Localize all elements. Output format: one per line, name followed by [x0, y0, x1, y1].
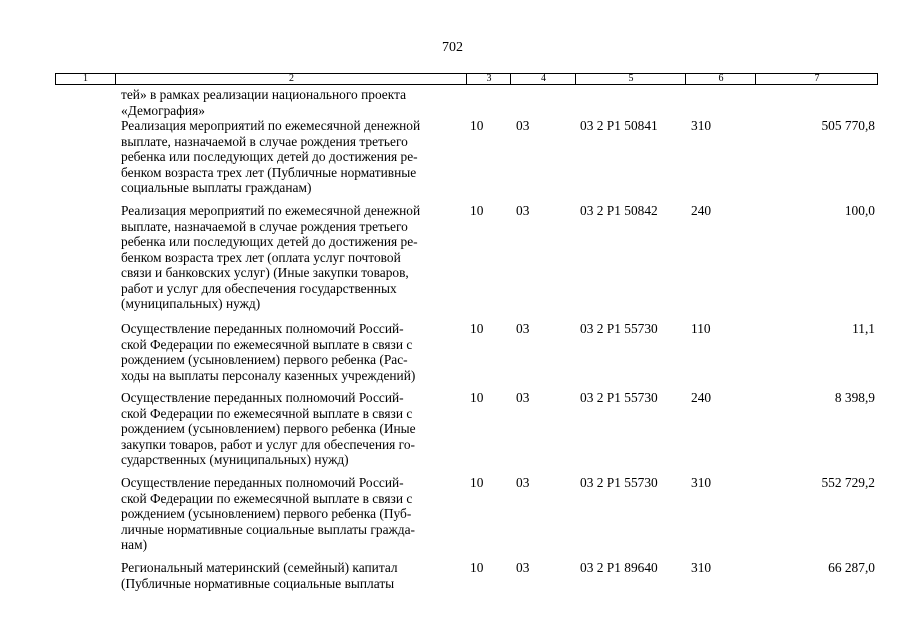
- row-name: Реализация мероприятий по ежемесячной денежной выплате, назначаемой в случае рождения третьего ребенка или последующих детей до достижения ре- бенком возраста трех лет (Публичные нормативные социальные выплаты гражданам): [121, 118, 421, 195]
- table-row: [0, 321, 905, 390]
- row-section: 10: [470, 560, 484, 575]
- row-subsection: 03: [516, 118, 530, 133]
- row-type: 310: [691, 118, 712, 133]
- table-header: [55, 73, 878, 85]
- table-body: [0, 87, 905, 594]
- row-amount: 8 398,9: [834, 390, 875, 405]
- row-subsection: 03: [516, 203, 530, 218]
- table-row: [0, 203, 905, 321]
- row-target: 03 2 Р1 55730: [580, 390, 658, 405]
- table-row: [0, 87, 905, 118]
- row-name: Осуществление переданных полномочий Россий- ской Федерации по ежемесячной выплате в связи с рождением (усыновлением) первого ребенка (Иные закупки товаров, работ и услуг для обеспечения го- сударственных (муниципальных) нужд): [121, 390, 416, 467]
- row-amount: 505 770,8: [821, 118, 875, 133]
- row-section: 10: [470, 321, 484, 336]
- row-name: тей» в рамках реализации национального проекта «Демография»: [121, 87, 407, 118]
- row-target: 03 2 Р1 55730: [580, 321, 658, 336]
- row-subsection: 03: [516, 560, 530, 575]
- row-name: Реализация мероприятий по ежемесячной денежной выплате, назначаемой в случае рождения третьего ребенка или последующих детей до достижения ре- бенком возраста трех лет (оплата услуг почтовой связи и банковских услуг) (Иные закупки товаров, работ и услуг для обеспечения государственных (муниципальных) нужд): [121, 203, 421, 311]
- row-subsection: 03: [516, 390, 530, 405]
- row-name: Осуществление переданных полномочий Россий- ской Федерации по ежемесячной выплате в связи с рождением (усыновлением) первого ребенка (Пуб- личные нормативные социальные выплаты граждa- нам): [121, 475, 415, 552]
- header-col-5: 5: [575, 74, 686, 84]
- row-amount: 552 729,2: [821, 475, 875, 490]
- row-type: 310: [691, 560, 712, 575]
- row-target: 03 2 Р1 50842: [580, 203, 658, 218]
- page-number: 702: [442, 40, 463, 55]
- row-type: 310: [691, 475, 712, 490]
- table-row: [0, 390, 905, 475]
- table-row: [0, 560, 905, 594]
- row-section: 10: [470, 475, 484, 490]
- row-amount: 100,0: [844, 203, 875, 218]
- table-row: [0, 118, 905, 203]
- header-col-3: 3: [466, 74, 511, 84]
- row-target: 03 2 Р1 50841: [580, 118, 658, 133]
- row-section: 10: [470, 203, 484, 218]
- row-type: 110: [691, 321, 711, 336]
- table-row: [0, 475, 905, 560]
- row-type: 240: [691, 203, 712, 218]
- row-target: 03 2 Р1 89640: [580, 560, 658, 575]
- header-col-2: 2: [115, 74, 467, 84]
- header-col-4: 4: [510, 74, 576, 84]
- row-target: 03 2 Р1 55730: [580, 475, 658, 490]
- header-col-7: 7: [755, 74, 878, 84]
- row-name: Региональный материнский (семейный) капитал (Публичные нормативные социальные выплаты: [121, 560, 398, 591]
- row-subsection: 03: [516, 475, 530, 490]
- row-section: 10: [470, 390, 484, 405]
- row-amount: 11,1: [852, 321, 875, 336]
- row-type: 240: [691, 390, 712, 405]
- row-amount: 66 287,0: [828, 560, 875, 575]
- row-name: Осуществление переданных полномочий Россий- ской Федерации по ежемесячной выплате в связи с рождением (усыновлением) первого ребенка (Рас- ходы на выплаты персоналу казенных учреждений): [121, 321, 416, 383]
- header-col-6: 6: [685, 74, 756, 84]
- row-subsection: 03: [516, 321, 530, 336]
- header-col-1: 1: [83, 73, 88, 84]
- row-section: 10: [470, 118, 484, 133]
